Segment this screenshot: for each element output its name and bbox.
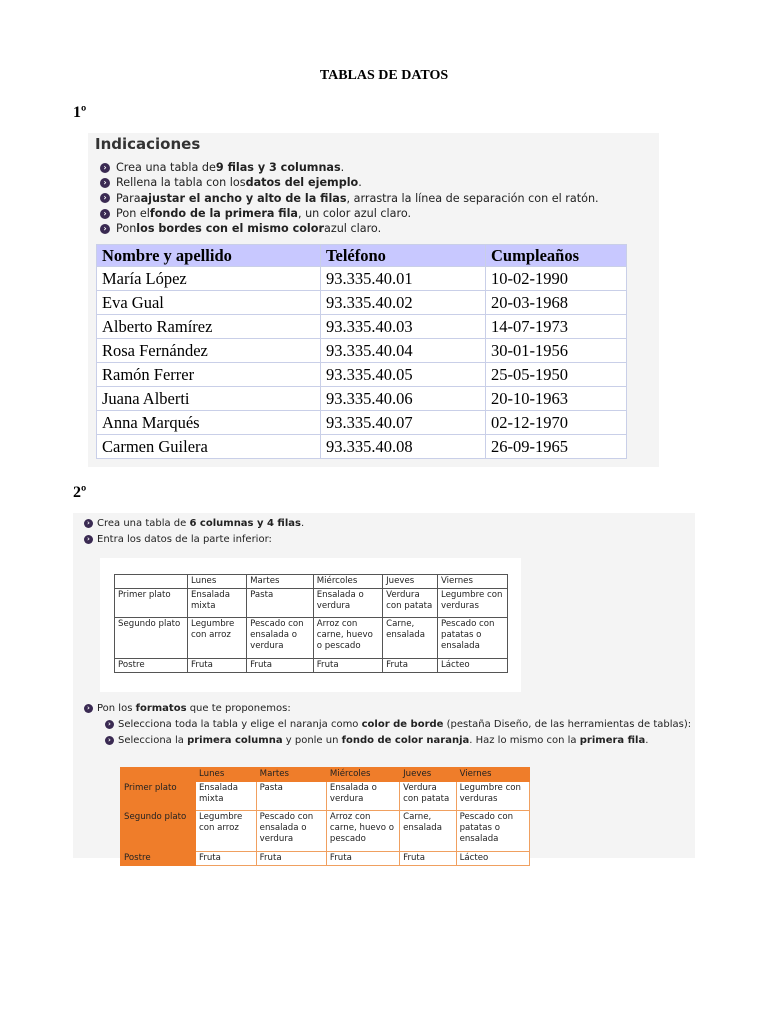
table-cell: Carne, ensalada — [400, 811, 456, 852]
indicacion-text: . — [340, 161, 345, 174]
table-cell: Fruta — [383, 659, 438, 673]
table-cell: Ensalada mixta — [188, 589, 247, 618]
sub-instruction-2-text: Selecciona la primera columna y ponle un fondo de color naranja. Haz lo mismo con la primera fila. — [118, 735, 649, 746]
table-cell: Fruta — [247, 659, 314, 673]
bullet-arrow-icon — [84, 519, 93, 528]
bullet-arrow-icon — [100, 163, 110, 173]
table-cell: Legumbre con verduras — [456, 782, 529, 811]
table-cell: 10-02-1990 — [486, 267, 627, 291]
header-telefono: Teléfono — [321, 245, 486, 267]
table-row — [121, 782, 530, 811]
table-cell: Martes — [256, 768, 326, 782]
indicacion-item — [100, 160, 599, 175]
table-header-row — [115, 575, 508, 589]
indicacion-text: . — [358, 176, 362, 190]
table-cell: Segundo plato — [121, 811, 196, 852]
instruction-3-text: Pon los formatos que te proponemos: — [97, 703, 291, 714]
table-cell: María López — [97, 267, 321, 291]
indicacion-text: Pon el — [116, 206, 150, 220]
menu-table-plain — [114, 574, 508, 673]
table-cell: 93.335.40.03 — [321, 315, 486, 339]
table-cell: Lácteo — [437, 659, 507, 673]
indicacion-text: Para — [116, 191, 141, 205]
table-cell: Lácteo — [456, 852, 529, 866]
indicaciones-heading: Indicaciones — [95, 135, 201, 153]
header-nombre: Nombre y apellido — [97, 245, 321, 267]
indicacion-text: azul claro. — [323, 222, 382, 236]
table-cell: 20-03-1968 — [486, 291, 627, 315]
table-cell: 30-01-1956 — [486, 339, 627, 363]
indicacion-text: ajustar el ancho y alto de la filas — [140, 191, 347, 205]
table-cell: 93.335.40.01 — [321, 267, 486, 291]
bullet-arrow-icon — [100, 193, 110, 203]
indicacion-item — [100, 191, 599, 206]
table-cell: Pescado con ensalada o verdura — [247, 618, 314, 659]
table-cell: 93.335.40.08 — [321, 435, 486, 459]
indicacion-text: Rellena la tabla con los — [116, 176, 246, 190]
header-cumpleanos: Cumpleaños — [486, 245, 627, 267]
indicaciones-list — [100, 160, 599, 236]
table-cell: Fruta — [188, 659, 247, 673]
table-cell: Lunes — [196, 768, 257, 782]
table-cell: Arroz con carne, huevo o pescado — [313, 618, 382, 659]
table-cell: Primer plato — [121, 782, 196, 811]
table-cell: Ramón Ferrer — [97, 363, 321, 387]
table-cell: Viernes — [456, 768, 529, 782]
table-cell: Arroz con carne, huevo o pescado — [326, 811, 399, 852]
bullet-arrow-icon — [84, 704, 93, 713]
table-cell: Ensalada o verdura — [313, 589, 382, 618]
table-cell: 02-12-1970 — [486, 411, 627, 435]
table-header-row — [97, 245, 627, 267]
bullet-arrow-icon — [105, 736, 114, 745]
table-cell: Verdura con patata — [383, 589, 438, 618]
table-cell: Lunes — [188, 575, 247, 589]
table-cell: Fruta — [326, 852, 399, 866]
table-cell: Miércoles — [313, 575, 382, 589]
table-cell: Rosa Fernández — [97, 339, 321, 363]
table-cell: Verdura con patata — [400, 782, 456, 811]
bullet-arrow-icon — [100, 224, 110, 234]
sub-instruction-2 — [105, 735, 648, 746]
table-row — [97, 363, 627, 387]
indicacion-item — [100, 175, 599, 190]
table-row — [97, 435, 627, 459]
table-cell: 93.335.40.07 — [321, 411, 486, 435]
sub-instruction-1 — [105, 719, 691, 730]
table-cell: Carmen Guilera — [97, 435, 321, 459]
table-row — [97, 411, 627, 435]
bullet-arrow-icon — [100, 178, 110, 188]
instruction-2 — [84, 534, 272, 545]
indicacion-text: Pon — [116, 222, 137, 236]
indicacion-text: Crea una tabla de — [116, 161, 216, 174]
table-cell: Viernes — [437, 575, 507, 589]
table-cell: Pasta — [256, 782, 326, 811]
table-cell: Legumbre con verduras — [437, 589, 507, 618]
table-cell: Legumbre con arroz — [188, 618, 247, 659]
table-row — [115, 659, 508, 673]
sub-instruction-1-text: Selecciona toda la tabla y elige el naranja como color de borde (pestaña Diseño, de las herramientas de tablas): — [118, 719, 692, 730]
table-cell — [115, 575, 188, 589]
table-cell: Jueves — [383, 575, 438, 589]
bullet-arrow-icon — [100, 209, 110, 219]
table-row — [97, 267, 627, 291]
section-1-number: 1º — [73, 104, 87, 121]
table-cell: Primer plato — [115, 589, 188, 618]
table-row — [121, 811, 530, 852]
table-cell: Fruta — [400, 852, 456, 866]
table-cell: Anna Marqués — [97, 411, 321, 435]
bullet-arrow-icon — [105, 720, 114, 729]
table-row — [115, 618, 508, 659]
table-row — [121, 852, 530, 866]
table-cell: Fruta — [196, 852, 257, 866]
table-cell: Jueves — [400, 768, 456, 782]
table-row — [97, 315, 627, 339]
table-cell: 20-10-1963 — [486, 387, 627, 411]
bullet-arrow-icon — [84, 535, 93, 544]
table-cell: 26-09-1965 — [486, 435, 627, 459]
table-cell: Carne, ensalada — [383, 618, 438, 659]
indicacion-text: 9 filas y 3 columnas — [215, 161, 341, 174]
table-cell: Pescado con patatas o ensalada — [456, 811, 529, 852]
indicacion-text: fondo de la primera fila — [149, 206, 298, 220]
table-cell: Postre — [115, 659, 188, 673]
table-cell: Fruta — [256, 852, 326, 866]
table-cell: Miércoles — [326, 768, 399, 782]
indicacion-text: los bordes con el mismo color — [136, 222, 324, 236]
indicaciones-screenshot — [88, 133, 659, 467]
table-cell: 14-07-1973 — [486, 315, 627, 339]
table-row — [97, 291, 627, 315]
table-cell: Ensalada mixta — [196, 782, 257, 811]
indicacion-text: , arrastra la línea de separación con el ratón. — [346, 191, 599, 205]
table-cell: Martes — [247, 575, 314, 589]
table-cell: Alberto Ramírez — [97, 315, 321, 339]
table-row — [97, 339, 627, 363]
section-2-number: 2º — [73, 484, 87, 501]
table-cell: Fruta — [313, 659, 382, 673]
example-table-image — [100, 558, 521, 692]
contacts-table — [96, 244, 627, 459]
table-cell: 93.335.40.04 — [321, 339, 486, 363]
table-cell: Postre — [121, 852, 196, 866]
table-cell: Ensalada o verdura — [326, 782, 399, 811]
table-row — [115, 589, 508, 618]
table-cell — [121, 768, 196, 782]
menu-instructions-screenshot — [73, 513, 695, 863]
table-cell: 93.335.40.06 — [321, 387, 486, 411]
table-cell: Legumbre con arroz — [196, 811, 257, 852]
table-header-row — [121, 768, 530, 782]
table-cell: 93.335.40.05 — [321, 363, 486, 387]
instruction-1 — [84, 518, 304, 529]
page-title: TABLAS DE DATOS — [319, 68, 449, 83]
table-cell: Pescado con ensalada o verdura — [256, 811, 326, 852]
menu-table-orange — [120, 767, 530, 866]
indicacion-text: , un color azul claro. — [297, 206, 412, 220]
table-cell: 25-05-1950 — [486, 363, 627, 387]
table-cell: Eva Gual — [97, 291, 321, 315]
indicacion-text: datos del ejemplo — [245, 176, 359, 190]
table-cell: Juana Alberti — [97, 387, 321, 411]
table-row — [97, 387, 627, 411]
table-cell: 93.335.40.02 — [321, 291, 486, 315]
instruction-3 — [84, 703, 291, 714]
instruction-1-text: Crea una tabla de 6 columnas y 4 filas. — [97, 518, 305, 529]
instruction-2-text: Entra los datos de la parte inferior: — [97, 534, 272, 545]
table-cell: Segundo plato — [115, 618, 188, 659]
table-cell: Pasta — [247, 589, 314, 618]
indicacion-item — [100, 206, 599, 221]
indicacion-item — [100, 221, 599, 236]
table-cell: Pescado con patatas o ensalada — [437, 618, 507, 659]
